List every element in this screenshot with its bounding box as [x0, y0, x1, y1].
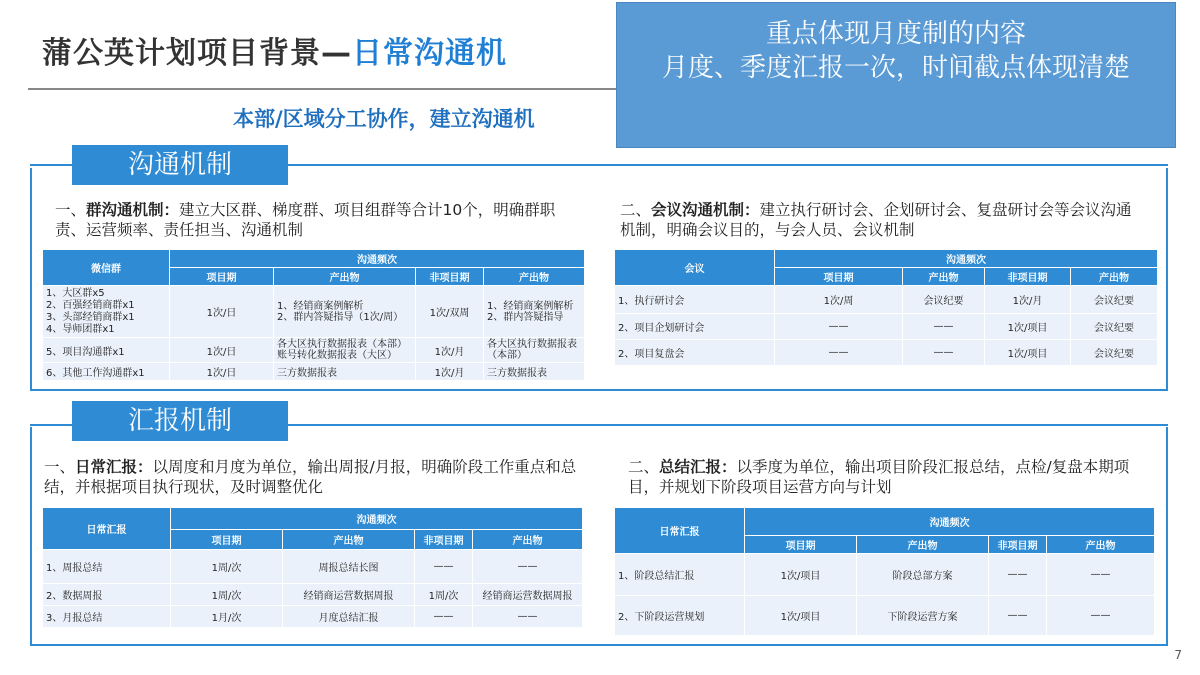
meeting-comm-bold: 会议沟通机制：	[651, 201, 760, 219]
summary-report-prefix: 二、	[628, 458, 660, 476]
table-cell: 5、项目沟通群x1	[43, 338, 170, 363]
page-subtitle: 本部/区域分工协作，建立沟通机	[233, 107, 535, 131]
table-cell: 2、项目企划研讨会	[615, 314, 775, 340]
table-cell: 1、阶段总结汇报	[615, 554, 745, 596]
table-cell: 1次/周	[775, 286, 903, 314]
group-comm-body: 建立大区群、梯度群、项目组群等合计10个，明确群职责、运营频率、责任担当、沟通机制	[55, 201, 556, 239]
table-cell: 1、周报总结	[43, 550, 171, 584]
daily-report-prefix: 一、	[44, 458, 76, 476]
page-title	[42, 28, 507, 72]
table-header: 日常汇报	[615, 508, 745, 554]
page-number: 7	[1174, 648, 1182, 662]
table-cell: 1次/项目	[985, 340, 1071, 366]
table-header: 产出物	[857, 536, 989, 554]
table-header: 沟通频次	[775, 250, 1158, 268]
table-cell: ——	[1047, 554, 1155, 596]
table-header: 非项目期	[985, 268, 1071, 286]
table-cell: 阶段总部方案	[857, 554, 989, 596]
table-cell: ——	[473, 606, 583, 628]
table-row	[43, 338, 585, 363]
table-cell: 三方数据报表	[274, 363, 416, 381]
table-row	[43, 550, 583, 584]
table-cell: 1次/双周	[416, 286, 484, 338]
table-header: 产出物	[283, 530, 415, 550]
callout-line-2: 月度、季度汇报一次，时间截点体现清楚	[661, 53, 1130, 83]
table-cell: 2、下阶段运营规划	[615, 596, 745, 636]
table-cell: 2、项目复盘会	[615, 340, 775, 366]
table-cell: 1、大区群x5 2、百强经销商群x1 3、头部经销商群x1 4、导师团群x1	[43, 286, 170, 338]
table-cell: 1周/次	[171, 550, 283, 584]
table-header: 项目期	[775, 268, 903, 286]
callout-line-1: 重点体现月度制的内容	[765, 19, 1026, 49]
table-cell: 会议纪要	[1071, 286, 1158, 314]
table-cell: ——	[903, 340, 985, 366]
section-communication-label: 沟通机制	[72, 145, 288, 185]
table-cell: 会议纪要	[903, 286, 985, 314]
meeting-communication-text	[620, 200, 1140, 240]
table-header: 产出物	[484, 268, 585, 286]
summary-report-body: 以季度为单位，输出项目阶段汇报总结，点检/复盘本期项目，并规划下阶段项目运营方向与计划	[628, 458, 1130, 496]
section-communication-line-left	[30, 164, 72, 166]
table-header: 产出物	[903, 268, 985, 286]
table-header: 项目期	[745, 536, 857, 554]
title-main: 蒲公英计划项目背景—	[42, 36, 352, 71]
section-reporting-line-right	[288, 424, 1168, 426]
table-cell: 各大区执行数据报表 （本部）	[484, 338, 585, 363]
title-accent: 日常沟通机	[352, 36, 507, 71]
table-cell: 1、执行研讨会	[615, 286, 775, 314]
table-row	[615, 596, 1155, 636]
table-cell: ——	[415, 550, 473, 584]
table-cell: 各大区执行数据报表（本部） 账号转化数据报表（大区）	[274, 338, 416, 363]
table-cell: 会议纪要	[1071, 340, 1158, 366]
table-row	[43, 606, 583, 628]
table-cell: ——	[775, 314, 903, 340]
callout-note[interactable]	[616, 2, 1176, 148]
table-row	[43, 363, 585, 381]
table-cell: 下阶段运营方案	[857, 596, 989, 636]
summary-report-bold: 总结汇报：	[659, 458, 737, 476]
table-cell: ——	[989, 554, 1047, 596]
table-header: 日常汇报	[43, 508, 171, 550]
table-row	[615, 314, 1158, 340]
table-cell: 经销商运营数据周报	[473, 584, 583, 606]
table-header: 沟通频次	[171, 508, 583, 530]
section-reporting-line-left	[30, 424, 72, 426]
table-cell: 3、月报总结	[43, 606, 171, 628]
table-cell: 2、数据周报	[43, 584, 171, 606]
table-cell: 月度总结汇报	[283, 606, 415, 628]
table-header: 产出物	[1071, 268, 1158, 286]
table-cell: 1次/月	[416, 363, 484, 381]
group-communication-text	[55, 200, 575, 240]
table-cell: ——	[903, 314, 985, 340]
table-header: 项目期	[171, 530, 283, 550]
table-cell: 1次/日	[170, 363, 274, 381]
table-cell: 1次/项目	[745, 596, 857, 636]
meeting-comm-body: 建立执行研讨会、企划研讨会、复盘研讨会等会议沟通机制，明确会议目的，与会人员、会议机制	[620, 201, 1132, 239]
table-header: 产出物	[1047, 536, 1155, 554]
table-cell: 1次/月	[985, 286, 1071, 314]
group-comm-bold: 群沟通机制：	[86, 201, 180, 219]
table-header: 项目期	[170, 268, 274, 286]
table-cell: 1次/项目	[985, 314, 1071, 340]
table-cell: ——	[1047, 596, 1155, 636]
table-row	[615, 286, 1158, 314]
table-cell: 1、经销商案例解析 2、群内答疑指导	[484, 286, 585, 338]
meeting-comm-prefix: 二、	[620, 201, 652, 219]
table-cell: 1月/次	[171, 606, 283, 628]
summary-report-text	[628, 457, 1148, 497]
table-header: 产出物	[473, 530, 583, 550]
table-row	[43, 584, 583, 606]
table-header: 产出物	[274, 268, 416, 286]
table-row	[43, 286, 585, 338]
summary-report-table	[614, 507, 1155, 636]
table-header: 会议	[615, 250, 775, 286]
table-cell: ——	[775, 340, 903, 366]
meeting-table	[614, 249, 1158, 366]
section-communication-line-right	[288, 164, 1168, 166]
daily-report-table	[42, 507, 583, 628]
daily-report-body: 以周度和月度为单位，输出周报/月报，明确阶段工作重点和总结，并根据项目执行现状，及时调整优化	[44, 458, 577, 496]
table-cell: 1周/次	[171, 584, 283, 606]
wechat-group-table	[42, 249, 585, 381]
group-comm-prefix: 一、	[55, 201, 87, 219]
daily-report-bold: 日常汇报：	[75, 458, 153, 476]
table-cell: 1次/日	[170, 338, 274, 363]
table-row	[615, 340, 1158, 366]
table-cell: 1次/项目	[745, 554, 857, 596]
table-cell: ——	[473, 550, 583, 584]
table-header: 微信群	[43, 250, 170, 286]
table-cell: 1周/次	[415, 584, 473, 606]
daily-report-text	[44, 457, 584, 497]
table-cell: ——	[415, 606, 473, 628]
table-cell: 周报总结长图	[283, 550, 415, 584]
table-header: 非项目期	[415, 530, 473, 550]
table-header: 非项目期	[989, 536, 1047, 554]
table-row	[615, 554, 1155, 596]
table-header: 沟通频次	[745, 508, 1155, 536]
table-cell: 6、其他工作沟通群x1	[43, 363, 170, 381]
table-cell: 1次/月	[416, 338, 484, 363]
table-cell: 会议纪要	[1071, 314, 1158, 340]
table-cell: ——	[989, 596, 1047, 636]
table-header: 非项目期	[416, 268, 484, 286]
table-header: 沟通频次	[170, 250, 585, 268]
table-cell: 1次/日	[170, 286, 274, 338]
table-cell: 经销商运营数据周报	[283, 584, 415, 606]
table-cell: 1、经销商案例解析 2、群内答疑指导（1次/周）	[274, 286, 416, 338]
table-cell: 三方数据报表	[484, 363, 585, 381]
section-reporting-label: 汇报机制	[72, 401, 288, 441]
